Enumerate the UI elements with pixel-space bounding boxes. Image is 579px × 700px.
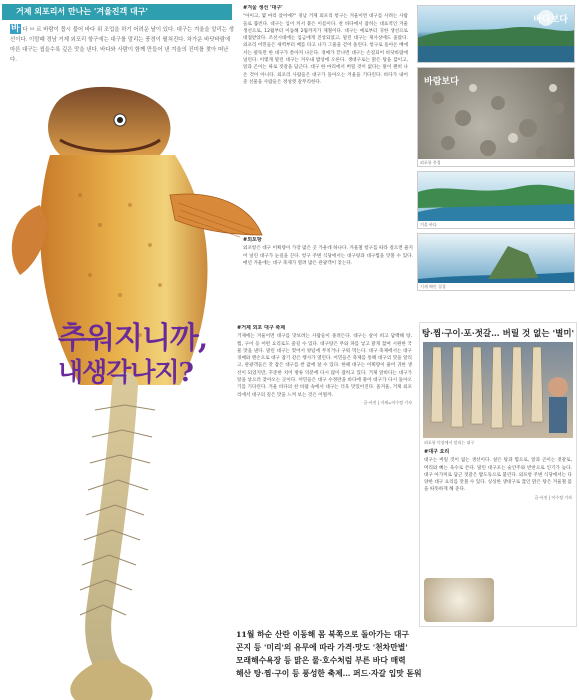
intro-initial: 르 bbox=[36, 27, 42, 33]
article-text: 외포항은 대구 어획량이 가장 많은 곳 가운데 하나다. 겨울철 항구를 따라 걸으면 줄지어 널린 대구가 눈길을 끈다. 항구 주변 식당에서는 대구탕과 대구찜을 맛볼 수 있다. 매년 겨울에는 대구 축제가 열려 많은 관광객이 찾는다. bbox=[243, 246, 413, 266]
photo-coast bbox=[417, 171, 575, 229]
photo-sea bbox=[417, 5, 575, 63]
section-tag: #대구 요리 bbox=[424, 449, 450, 455]
headline-line-1: 추워지니까, bbox=[58, 321, 208, 356]
photo-label: 바다보다 bbox=[533, 15, 568, 25]
intro-initial: 다 bbox=[22, 27, 28, 33]
photo-column bbox=[417, 5, 577, 295]
section-tag: #겨울 생선 '대구' bbox=[243, 5, 283, 11]
section-tag: #거제 외포 대구 축제 bbox=[237, 325, 286, 331]
photo-beach bbox=[417, 67, 575, 167]
intro-paragraph bbox=[10, 24, 235, 65]
summary-block bbox=[236, 628, 576, 680]
box-dish-photo bbox=[424, 578, 494, 622]
section-tag: #외포항 bbox=[243, 237, 262, 243]
box-text bbox=[420, 447, 576, 597]
summary-line: 11월 하순 산란 이동해 몸 북쪽으로 돌아가는 대구 bbox=[236, 630, 409, 639]
photo-caption: 거제 해안 절경 bbox=[418, 283, 574, 290]
byline: 글·사진 | 거제=이수정 기자 bbox=[363, 399, 412, 405]
summary-line: 모래해수욕장 등 맑은 물·호수처럼 부른 바다 매력 bbox=[236, 656, 406, 665]
article-column-3 bbox=[237, 325, 412, 625]
box-title: 탕·찜·구이·포·젓갈… 버릴 것 없는 '별미' bbox=[421, 329, 575, 339]
article-column-1 bbox=[243, 5, 408, 235]
box-photo bbox=[423, 342, 573, 438]
headline-line-2: 내생각나지? bbox=[58, 358, 193, 388]
photo-caption: 외포항 풍경 bbox=[418, 159, 574, 166]
headline bbox=[58, 322, 208, 390]
summary-line: 해산 탕·찜·구이 등 풍성한 축제… 퍼드·자갈 입맛 돋워 bbox=[236, 669, 422, 678]
photo-caption: 겨울 바다 bbox=[418, 221, 574, 228]
intro-initial: 바 bbox=[11, 24, 20, 34]
summary-line: 곤지 등 '미리'의 유무에 따라 가격·맛도 '천차만별' bbox=[236, 643, 408, 652]
intro-initial: ㅂ bbox=[29, 27, 35, 33]
box-photo-caption: 외포항 덕장에서 말리는 대구 bbox=[420, 438, 576, 447]
box-article-text: 대구는 버릴 것이 없는 생선이다. 살은 탕과 찜으로, 알과 곤이는 젓갈로, 머리와 뼈는 육수로 쓴다. 말린 대구포는 술안주와 반찬으로 인기가 높다. 대구 아가미로 담근 젓갈은 밥도둑으로 불린다. 외포항 주변 식당에서는 다양한 대구 요리를 맛볼 수 있다. 싱싱한 생대구로 끓인 맑은 탕은 겨울철 몸을 따뜻하게 해 준다. bbox=[424, 458, 572, 493]
byline: 글·사진 | 이수정 기자 bbox=[534, 494, 572, 500]
intro-text: 바람이 몹시 불어 바다 위 조업을 하기 어려운 날이 있다. 대구는 겨울을 알리는 생선이다. 이맘때 경남 거제 외포리 항구에는 대구를 말리는 풍경이 펼쳐진다. 차가운 바닷바람에 마른 대구는 씹을수록 깊은 맛을 낸다. 바다와 사람이 함께 만들어 낸 겨울의 진미를 찾아 떠난다. bbox=[10, 27, 234, 63]
article-text: "아이고, 몇 마리 샀어예?" 경남 거제 외포리 항구는 겨울이면 대구를 사려는 사람들로 붐빈다. 대구는 입이 커서 붙은 이름이다. 찬 바다에서 잡히는 대표적인 겨울 생선으로, 12월부터 이듬해 2월까지가 제철이다. 대구는 예로부터 귀한 생선으로 대접받았다. 조선시대에는 임금에게 진상되었고, 말린 대구는 제사상에도 올랐다. 외포리 어민들은 새벽부터 배를 타고 나가 그물을 걷어 올린다. 항구로 돌아온 배에서는 팔뚝만 한 대구가 쏟아져 나온다. 경매가 끝나면 대구는 손질되어 바닷바람에 널린다. 이렇게 말린 대구는 겨우내 밥상에 오른다. 생대구로는 맑은 탕을 끓이고, 알과 곤이는 따로 젓갈을 담근다. 대구 한 마리에서 버릴 것이 없다는 말이 괜히 나온 것이 아니다. 외포리 사람들은 대구가 돌아오는 겨울을 기다린다. 바다가 내어 준 선물을 사람들은 정성껏 갈무리한다. bbox=[243, 14, 408, 85]
article-column-2 bbox=[243, 237, 413, 317]
photo-cliff bbox=[417, 233, 575, 291]
drying-fish-image bbox=[423, 342, 573, 438]
sidebar-box bbox=[419, 322, 577, 627]
article-text: 거제에는 겨울이면 대구를 맛보려는 사람들이 몰려든다. 대구는 살이 희고 담백해 탕, 찜, 구이 등 어떤 요리로도 즐길 수 있다. 대구탕은 무와 파를 넣고 맑게 끓여 시원한 국물 맛을 낸다. 말린 대구는 찢어서 양념에 무치거나 구워 먹는다. 대구 축제에서는 대구 경매와 맨손으로 대구 잡기 같은 행사가 열린다. 어민들은 축제를 통해 대구의 맛을 알리고, 관광객들은 갓 잡은 대구를 싼 값에 살 수 있다. 한때 대구는 어획량이 줄어 귀한 생선이 되었지만, 꾸준한 치어 방류 덕분에 다시 많이 잡히고 있다. 거제 앞바다는 대구가 알을 낳으러 찾아오는 곳이다. 어민들은 대구 수정란을 바다에 풀어 대구가 다시 돌아오기를 기다린다. 겨울 바다의 찬 바람 속에서 대구는 더욱 맛있어진다. 올겨울, 거제 외포리에서 대구의 깊은 맛을 느껴 보는 것은 어떨까. bbox=[237, 334, 412, 398]
section-header: 거제 외포리서 만나는 '겨울진객 대구' bbox=[2, 4, 232, 20]
photo-label: 바람보다 bbox=[424, 77, 459, 87]
